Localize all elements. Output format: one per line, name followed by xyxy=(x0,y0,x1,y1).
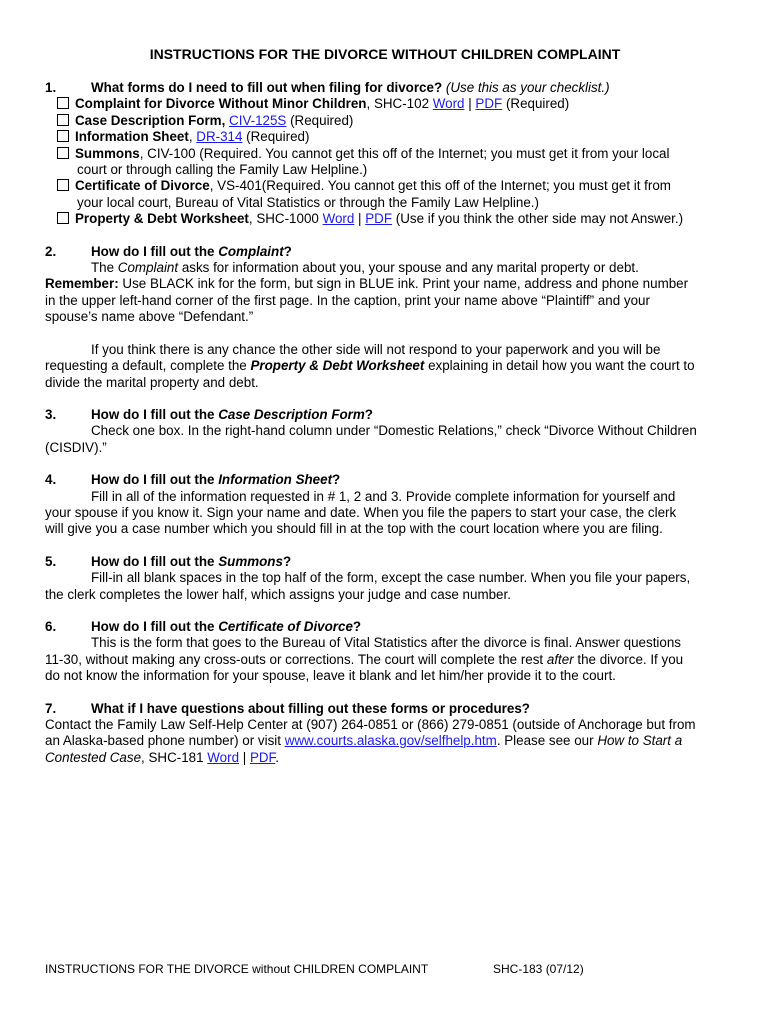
checkbox[interactable] xyxy=(57,212,69,224)
checkbox[interactable] xyxy=(57,97,69,109)
paragraph-line: in the upper left-hand corner of the first page. In the caption, print your name above “Plaintiff” and your xyxy=(45,292,650,308)
checklist-item: Summons, CIV-100 (Required. You cannot get this off of the Internet; you must get it from your local xyxy=(45,146,725,162)
paragraph-line: your spouse if you know it. Sign your name and date. When you file the papers to start your case, the clerk xyxy=(45,504,677,520)
paragraph-line: an Alaska-based phone number) or visit www.courts.alaska.gov/selfhelp.htm. Please see our How to Start a xyxy=(45,733,683,749)
checkbox[interactable] xyxy=(57,179,69,191)
paragraph-line: will give you a case number which you should fill in at the top with the court location where you are filing. xyxy=(45,521,663,537)
section-question: What if I have questions about filling out these forms or procedures? xyxy=(91,700,530,716)
section-number: 7. xyxy=(45,700,57,716)
section-number: 1. xyxy=(45,80,57,95)
checklist-item: Case Description Form, CIV-125S (Required) xyxy=(45,113,725,129)
section-3 xyxy=(45,407,725,456)
footer-title: INSTRUCTIONS FOR THE DIVORCE without CHILDREN COMPLAINT xyxy=(45,962,429,976)
section-number: 6. xyxy=(45,618,57,634)
paragraph-line: Contact the Family Law Self-Help Center at (907) 264-0851 or (866) 279-0851 (outside of Anchorage but from xyxy=(45,717,696,732)
checkbox[interactable] xyxy=(57,147,69,159)
section-question: How do I fill out the Certificate of Divorce? xyxy=(91,618,362,634)
checklist-item: Property & Debt Worksheet, SHC-1000 Word | PDF (Use if you think the other side may not Answer.) xyxy=(45,211,725,227)
paragraph-line: 11-30, without making any cross-outs or corrections. The court will complete the rest after the divorce. If you xyxy=(45,651,684,667)
paragraph-line: Fill-in all blank spaces in the top half of the form, except the case number. When you file your papers, xyxy=(91,570,691,586)
section-number: 2. xyxy=(45,243,57,259)
section-question: How do I fill out the Summons? xyxy=(91,553,292,569)
paragraph-line: Contested Case, SHC-181 Word | PDF. xyxy=(45,749,279,765)
section-7 xyxy=(45,701,725,767)
checkbox[interactable] xyxy=(57,114,69,126)
paragraph-line: (CISDIV).” xyxy=(45,439,107,455)
section-question: What forms do I need to fill out when filing for divorce? (Use this as your checklist.) xyxy=(91,80,610,95)
checklist-item-continuation: your local court, Bureau of Vital Statistics or through the Family Law Helpline.) xyxy=(77,194,539,210)
pdf-link[interactable]: PDF xyxy=(249,749,276,765)
civ-125s-link[interactable]: CIV-125S xyxy=(229,112,287,128)
word-link[interactable]: Word xyxy=(207,749,240,765)
paragraph-line: Fill in all of the information requested in # 1, 2 and 3. Provide complete information for yourself and xyxy=(91,488,676,504)
paragraph-line: Remember: Use BLACK ink for the form, but sign in BLUE ink. Print your name, address and phone number xyxy=(45,276,689,292)
checklist-item: Complaint for Divorce Without Minor Children, SHC-102 Word | PDF (Required) xyxy=(45,96,725,112)
document-title: INSTRUCTIONS FOR THE DIVORCE WITHOUT CHILDREN COMPLAINT xyxy=(149,46,621,62)
selfhelp-website-link[interactable]: www.courts.alaska.gov/selfhelp.htm xyxy=(284,733,497,749)
section-2 xyxy=(45,244,725,391)
dr-314-link[interactable]: DR-314 xyxy=(196,129,243,145)
section-4 xyxy=(45,472,725,538)
paragraph-line: If you think there is any chance the other side will not respond to your paperwork and you will be xyxy=(91,341,661,357)
checkbox[interactable] xyxy=(57,130,69,142)
checklist-item: Certificate of Divorce, VS-401(Required. You cannot get this off of the Internet; you must get it from xyxy=(45,178,725,194)
paragraph-line: This is the form that goes to the Bureau of Vital Statistics after the divorce is final. Answer questions xyxy=(91,635,681,651)
paragraph-line: Check one box. In the right-hand column under “Domestic Relations,” check “Divorce Without Children xyxy=(91,423,697,439)
footer-form-number: SHC-183 (07/12) xyxy=(493,962,584,976)
paragraph-line: the clerk completes the lower half, which assigns your judge and case number. xyxy=(45,586,511,602)
section-number: 3. xyxy=(45,406,57,422)
word-link[interactable]: Word xyxy=(432,96,465,112)
section-question: How do I fill out the Information Sheet? xyxy=(91,472,341,488)
paragraph-line: The Complaint asks for information about you, your spouse and any marital property or debt. xyxy=(91,260,639,276)
section-number: 5. xyxy=(45,553,57,569)
paragraph-line: do not know the information for your spouse, leave it blank and let him/her provide it to the court. xyxy=(45,668,616,684)
section-number: 4. xyxy=(45,472,57,488)
paragraph-line: divide the marital property and debt. xyxy=(45,374,259,390)
section-6 xyxy=(45,619,725,685)
word-link[interactable]: Word xyxy=(322,211,355,227)
section-question: How do I fill out the Case Description Form? xyxy=(91,406,373,422)
checklist-item: Information Sheet, DR-314 (Required) xyxy=(45,129,725,145)
pdf-link[interactable]: PDF xyxy=(365,211,393,227)
paragraph-line: spouse’s name above “Defendant.” xyxy=(45,309,254,325)
pdf-link[interactable]: PDF xyxy=(475,96,503,112)
paragraph-line: requesting a default, complete the Property & Debt Worksheet explaining in detail how you want the court to xyxy=(45,358,695,374)
section-5 xyxy=(45,554,725,603)
checklist-item-continuation: court or through calling the Family Law Helpline.) xyxy=(77,162,368,178)
document-page xyxy=(45,46,725,766)
section-question: How do I fill out the Complaint? xyxy=(91,243,292,259)
page-footer xyxy=(45,962,725,976)
section-1 xyxy=(45,80,725,228)
